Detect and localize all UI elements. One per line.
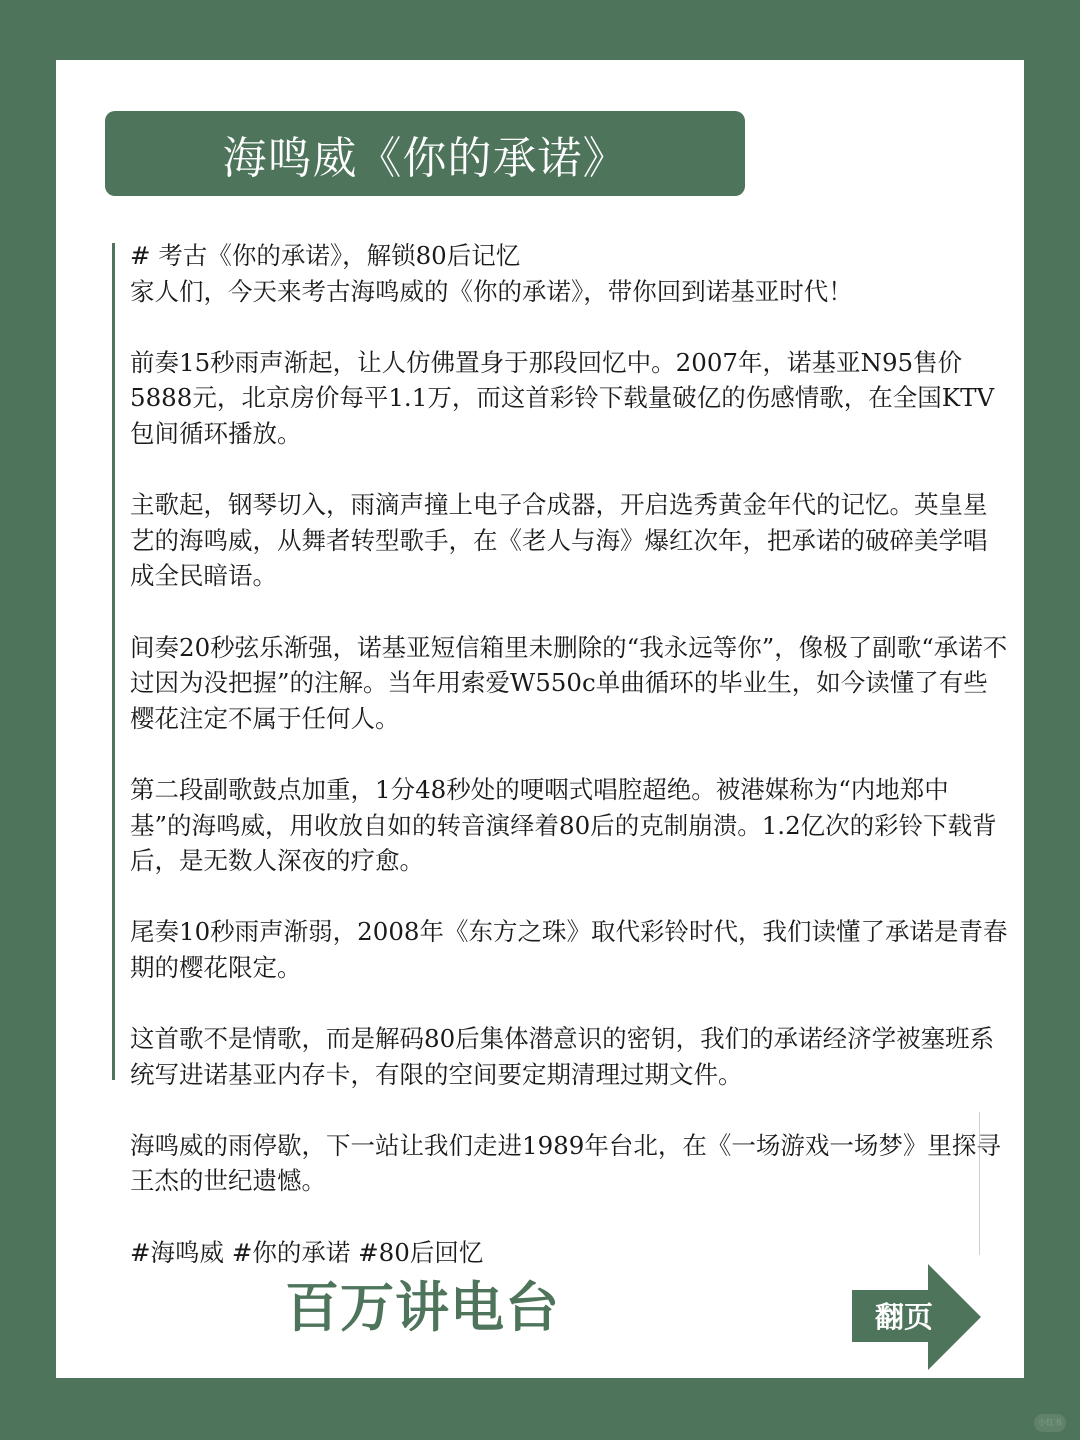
article-intro: 家人们，今天来考古海鸣威的《你的承诺》，带你回到诺基亚时代！ [130,276,853,306]
watermark: 小红书 [1034,1414,1066,1432]
article-paragraph: 前奏15秒雨声渐起，让人仿佛置身于那段回忆中。2007年，诺基亚N95售价5888元，北京房价每平1.1万，而这首彩铃下载量破亿的伤感情歌，在全国KTV包间循环播放。 [130,347,995,448]
article-body [130,238,1010,1270]
article-heading: # 考古《你的承诺》，解锁80后记忆 [130,241,521,270]
content-card [56,60,1024,1378]
next-page-button[interactable] [852,1264,982,1370]
hashtags: #海鸣威 #你的承诺 #80后回忆 [130,1237,484,1267]
next-page-label: 翻页 [875,1300,934,1334]
article-paragraph: 间奏20秒弦乐渐强，诺基亚短信箱里未删除的“我永远等你”，像极了副歌“承诺不过因为没把握”的注解。当年用索爱W550c单曲循环的毕业生，如今读懂了有些樱花注定不属于任何人。 [130,632,1008,733]
article-paragraph: 这首歌不是情歌，而是解码80后集体潜意识的密钥，我们的承诺经济学被塞班系统写进诺基亚内存卡，有限的空间要定期清理过期文件。 [130,1024,995,1089]
article-paragraph: 主歌起，钢琴切入，雨滴声撞上电子合成器，开启选秀黄金年代的记忆。英皇星艺的海鸣威，从舞者转型歌手，在《老人与海》爆红次年，把承诺的破碎美学唱成全民暗语。 [130,490,988,591]
article-paragraph: 海鸣威的雨停歇，下一站让我们走进1989年台北，在《一场游戏一场梦》里探寻王杰的世纪遗憾。 [130,1130,1001,1196]
page-title: 海鸣威《你的承诺》 [222,132,628,184]
article-paragraph: 第二段副歌鼓点加重，1分48秒处的哽咽式唱腔超绝。被港媒称为“内地郑中基”的海鸣威，用收放自如的转音演绎着80后的克制崩溃。1.2亿次的彩铃下载背后，是无数人深夜的疗愈。 [130,774,997,876]
quote-accent-bar [112,243,115,1080]
article-paragraph: 尾奏10秒雨声渐弱，2008年《东方之珠》取代彩铃时代，我们读懂了承诺是青春期的樱花限定。 [130,917,1008,982]
brand-name: 百万讲电台 [285,1276,560,1339]
title-banner [105,111,745,196]
